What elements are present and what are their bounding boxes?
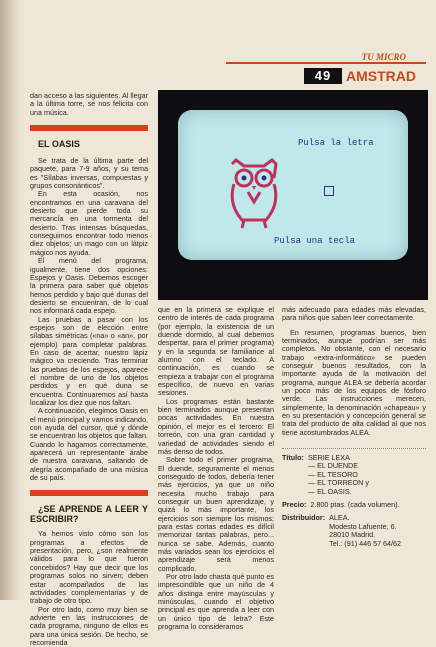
title-list-item: — EL TORREON y xyxy=(307,478,369,488)
distributor-label: Distribuidor: xyxy=(282,513,326,523)
oasis-paragraph: A continuación, elegimos Oasis en el menú principal y vamos indicando, con ayuda del cursor, qué y dónde se encuentran los objetos que faltan. Cuando lo hagamos correctamente, aparecerá un representante árabe de nuestra caravana, saltando de alegría acompañado de una música de su país. xyxy=(30,406,148,483)
distributor-line: Tel.: (91) 446 57 64/62 xyxy=(329,538,402,548)
title-list-item: — EL TESORO xyxy=(307,469,358,479)
title-row xyxy=(282,454,426,496)
oasis-paragraph: El menú del programa, igualmente, tiene dos opciones: Espejos y Oasis. Debemos escoger la primera para saber qué objetos hemos perdido y bajo qué dunas del desierto se encuentran, de lo cual nos informará cada espejo. xyxy=(30,256,148,316)
column-2 xyxy=(158,306,274,631)
oasis-paragraph: En esta ocasión, nos encontramos en una caravana del desierto que pierde toda su mercancía en una tormenta del desierto. Tras intensas búsquedas, conseguimos encontrar todo menos diez objetos; un mago con un látpiz mágico nos ayuda. xyxy=(30,189,148,257)
body-paragraph: que en la primera se explique el centro de interés de cada programa (por ejemplo, la existencia de un duende dormido, al cual debemos despertar, para el primer programa) y en la segunda se familiarice al alumno con el teclado. A continuación, es cuando se empieza a trabajar con el programa específico, de nuevo en varias sesiones. xyxy=(158,305,274,398)
product-info-box xyxy=(282,454,426,553)
screen-cursor xyxy=(324,186,334,196)
info-divider xyxy=(282,448,426,449)
distributor-row xyxy=(282,514,426,548)
magazine-title: AMSTRAD xyxy=(346,68,416,84)
brand-label: TU MICRO xyxy=(361,52,406,62)
body-paragraph: Los programas están bastante bien terminados aunque presentan pocas actividades. En nuestra opinión, el mejor es el tercero: El torreón, con una gran cantidad y variedad de actividades siendo el más denso de todos. xyxy=(158,396,274,456)
intro-paragraph: dan acceso a las siguientes. Al llegar a la última torre, se nos felicita con una música. xyxy=(30,91,148,117)
heading-el-oasis: EL OASIS xyxy=(38,139,80,150)
distributor-line: 28010 Madrid. xyxy=(329,530,376,540)
section-rule xyxy=(30,490,148,496)
title-value: SERIE LEXA xyxy=(307,453,350,462)
page-header xyxy=(28,44,428,84)
title-list-item: — EL DUENDE xyxy=(307,461,359,471)
body-paragraph: En resumen, programas buenos, bien terminados, aunque podrían ser más completos. No obstante, con el necesario trabajo «extra-informático» se pueden conseguir buenos resultados, con la importante ayuda de la motivación del programa, aunque ALEA se debería acordar un poco más de los equipos de fósforo verde. Las instrucciones merecen, simplemente, la denominación «chapeau» y en su presentación y concepción general se trata del producto de alta calidad al que nos tiene acostumbrados ALEA. xyxy=(282,327,426,437)
title-list-item: — EL OASIS. xyxy=(307,486,352,496)
body-paragraph: más adecuado para edades más elevadas, para niños que saben leer correctamente. xyxy=(282,305,426,323)
oasis-paragraph: Se trata de la última parte del paquete, para 7-9 años, y su tema es "Sílabas inversas, compuestas y grupos consonánticos". xyxy=(30,156,148,191)
aprende-paragraph: Ya hemos visto cómo son los programas a efectos de presentación, pero, ¿son realmente válidos para lo que fueron concebidos? Hay que decir que los programas solos no sirven; deben estar acompañados de las actividades complementarias y de trabajo de otro tipo. xyxy=(30,529,148,606)
header-rule xyxy=(226,62,426,64)
title-list xyxy=(308,462,369,496)
screen-press-key-text: Pulsa una tecla xyxy=(274,236,356,246)
section-rule xyxy=(30,125,148,131)
column-1 xyxy=(30,92,148,647)
title-label: Título: xyxy=(282,453,304,462)
body-paragraph: Por otro lado chasta qué punto es imprescindible que un niño de 4 años distinga entre mayúsculas y minúsculas, cuando el objetivo principal es que aprenda a leer con un único tipo de letra? Este programa lo consideramos xyxy=(158,572,274,632)
price-label: Precio: xyxy=(282,500,307,510)
oasis-paragraph: Las pruebas a pasar con los espejos son de elección entre sílabas simétricas («na» o «an», por ejemplo) para completar palabras. En caso de acertar, nuestro lápiz mágico va creciendo. Tras terminar las pruebas de los espejos, aparece el nombre de uno de los objetos perdidos y en qué duna se encuentra. Continuaremos así hasta localizar los diez que nos faltan. xyxy=(30,314,148,407)
body-paragraph: Sobre todo el primer programa, El duende, seguramente el menos conseguido de todos, debería tener más ejercicios, ya que un niño necesita mucho trabajo para conseguir un buen aprendizaje, y quizá lo más importante, los ejercicios son siempre los mismos; para estas cortas edades es difícil memorizar tantas palabras, pero... nunca se sabe. Además, cuanto más variados sean los ejercicios el aprendizaje será menos complicado. xyxy=(158,455,274,573)
aprende-paragraph: Por otro lado, como muy bien se advierte en las instrucciones de cada programa, ninguno de ellos es para una única sesión. De hecho, se recomienda xyxy=(30,604,148,647)
price-row xyxy=(282,501,426,509)
distributor-line: ALEA. xyxy=(329,513,350,523)
page-number: 49 xyxy=(304,68,342,84)
price-value: 2.800 ptas. (cada volumen). xyxy=(310,500,400,510)
heading-aprende: ¿SE APRENDE A LEER Y ESCRIBIR? xyxy=(30,504,148,525)
distributor-line: Modesto Lafuente, 6. xyxy=(329,521,397,531)
owl-icon xyxy=(222,156,286,232)
screen-prompt-text: Pulsa la letra xyxy=(298,138,374,148)
page-binding xyxy=(0,0,22,600)
column-3 xyxy=(282,306,426,437)
screenshot-photo xyxy=(158,90,428,300)
monitor-screen xyxy=(178,110,408,260)
